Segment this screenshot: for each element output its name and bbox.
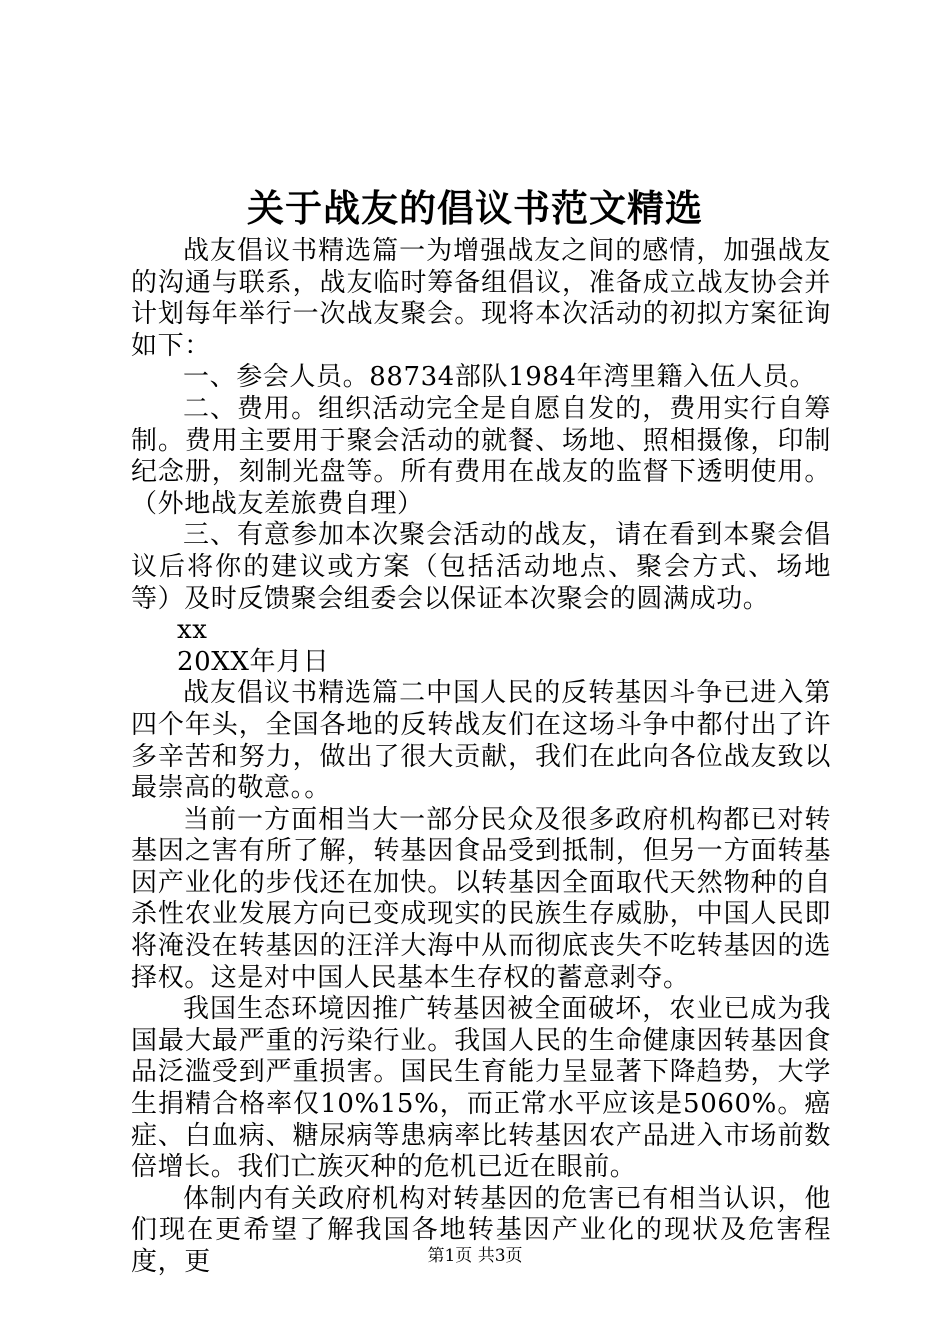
paragraph-part-two-intro: 战友倡议书精选篇二中国人民的反转基因斗争已进入第四个年头，全国各地的反转战友们在这场斗争中都付出了许多辛苦和努力，做出了很大贡献，我们在此向各位战友致以最崇高的敬意。。 — [131, 678, 831, 804]
paragraph-government: 体制内有关政府机构对转基因的危害已有相当认识，他们现在更希望了解我国各地转基因产业化的现状及危害程度，更 — [131, 1183, 831, 1277]
document-body — [131, 236, 831, 1279]
paragraph-intro: 战友倡议书精选篇一为增强战友之间的感情，加强战友的沟通与联系，战友临时筹备组倡议，准备成立战友协会并计划每年举行一次战友聚会。现将本次活动的初拟方案征询如下： — [131, 236, 831, 361]
paragraph-costs: 二、费用。组织活动完全是自愿自发的，费用实行自筹制。费用主要用于聚会活动的就餐、场地、照相摄像，印制纪念册，刻制光盘等。所有费用在战友的监督下透明使用。（外地战友差旅费自理） — [131, 393, 831, 519]
page-number-footer: 第1页 共3页 — [427, 1246, 523, 1266]
paragraph-current-situation: 当前一方面相当大一部分民众及很多政府机构都已对转基因之害有所了解，转基因食品受到抵制，但另一方面转基因产业化的步伐还在加快。以转基因全面取代天然物种的自杀性农业发展方向已变成现实的民族生存威胁，中国人民即将淹没在转基因的汪洋大海中从而彻底丧失不吃转基因的选择权。这是对中国人民基本生存权的蓄意剥夺。 — [131, 804, 831, 993]
paragraph-environment: 我国生态环境因推广转基因被全面破坏，农业已成为我国最大最严重的污染行业。我国人民的生命健康因转基因食品泛滥受到严重损害。国民生育能力呈显著下降趋势，大学生捐精合格率仅10%15%，而正常水平应该是5060%。癌症、白血病、糖尿病等患病率比转基因农产品进入市场前数倍增长。我们亡族灭种的危机已近在眼前。 — [131, 994, 831, 1183]
document-title: 关于战友的倡议书范文精选 — [247, 186, 703, 230]
paragraph-feedback: 三、有意参加本次聚会活动的战友，请在看到本聚会倡议后将你的建议或方案（包括活动地点、聚会方式、场地等）及时反馈聚会组委会以保证本次聚会的圆满成功。 — [131, 520, 831, 614]
signature-name: xx — [177, 615, 208, 646]
paragraph-participants: 一、参会人员。88734部队1984年湾里籍入伍人员。 — [183, 362, 817, 393]
signature-date: 20XX年月日 — [177, 646, 330, 677]
